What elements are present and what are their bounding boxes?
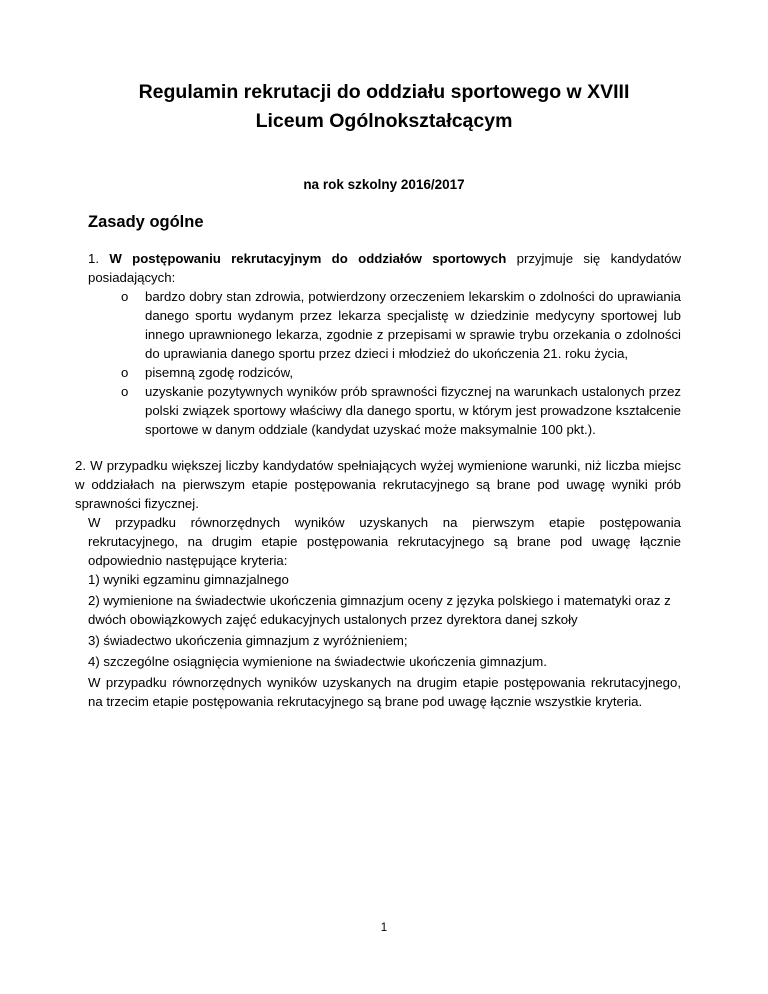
criteria-item: 1) wyniki egzaminu gimnazjalnego <box>88 572 289 587</box>
criteria-item: 4) szczególne osiągnięcia wymienione na świadectwie ukończenia gimnazjum. <box>88 654 547 669</box>
point-2-paragraph-1: 2. W przypadku większej liczby kandydatów spełniających wyżej wymienione warunki, niż liczba miejsc w oddziałach na pierwszym etapie postępowania rekrutacyjnego są brane pod uwagę wyniki prób sprawności fizycznej. <box>75 458 681 511</box>
criteria-item: 3) świadectwo ukończenia gimnazjum z wyróżnieniem; <box>88 633 408 648</box>
page-number: 1 <box>380 922 388 934</box>
point-1-rest: przyjmuje się kandydatów posiadających: <box>88 251 681 285</box>
bullet-marker: o <box>121 289 129 304</box>
point-1-bold-lead: W postępowaniu rekrutacyjnym do oddziałów sportowych <box>109 251 507 266</box>
requirements-list <box>88 287 681 439</box>
list-item-text: pisemną zgodę rodziców, <box>145 365 294 380</box>
point-2-paragraph-3: W przypadku równorzędnych wyników uzyskanych na drugim etapie postępowania rekrutacyjnego, na trzecim etapie postępowania rekrutacyjnego są brane pod uwagę łącznie wszystkie kryteria. <box>88 675 681 709</box>
list-item <box>121 363 681 382</box>
title-line-1: Regulamin rekrutacji do oddziału sportowego w XVIII <box>138 81 630 103</box>
point-1-number: 1. <box>88 251 110 266</box>
point-1-intro <box>88 249 681 287</box>
bullet-marker: o <box>121 384 129 399</box>
section-heading: Zasady ogólne <box>88 213 204 231</box>
list-item-text: uzyskanie pozytywnych wyników prób sprawności fizycznej na warunkach ustalonych przez polski związek sportowy właściwy dla danego sportu, w którym jest prowadzone kształcenie sportowe w danym oddziale (kandydat uzyskać może maksymalnie 100 pkt.). <box>145 384 681 437</box>
document-body <box>75 249 681 711</box>
document-title <box>60 78 708 136</box>
point-2-paragraph-2: W przypadku równorzędnych wyników uzyskanych na pierwszym etapie postępowania rekrutacyjnego, na drugim etapie postępowania rekrutacyjnego są brane pod uwagę łącznie odpowiednio następujące kryteria: <box>88 515 681 568</box>
list-item <box>121 382 681 439</box>
bullet-marker: o <box>121 365 129 380</box>
list-item <box>121 287 681 363</box>
criteria-item: 2) wymienione na świadectwie ukończenia gimnazjum oceny z języka polskiego i matematyki oraz z dwóch obowiązkowych zajęć edukacyjnych ustalonych przez dyrektora danej szkoły <box>88 593 671 627</box>
list-item-text: bardzo dobry stan zdrowia, potwierdzony orzeczeniem lekarskim o zdolności do uprawiania danego sportu wydanym przez lekarza specjalistę w dziedzinie medycyny sportowej lub innego uprawnionego lekarza, zgodnie z przepisami w sprawie trybu orzekania o zdolności do uprawiania danego sportu przez dzieci i młodzież do ukończenia 21. roku życia, <box>145 289 681 361</box>
school-year-subtitle: na rok szkolny 2016/2017 <box>303 177 465 192</box>
title-line-2: Liceum Ogólnokształcącym <box>255 110 513 132</box>
